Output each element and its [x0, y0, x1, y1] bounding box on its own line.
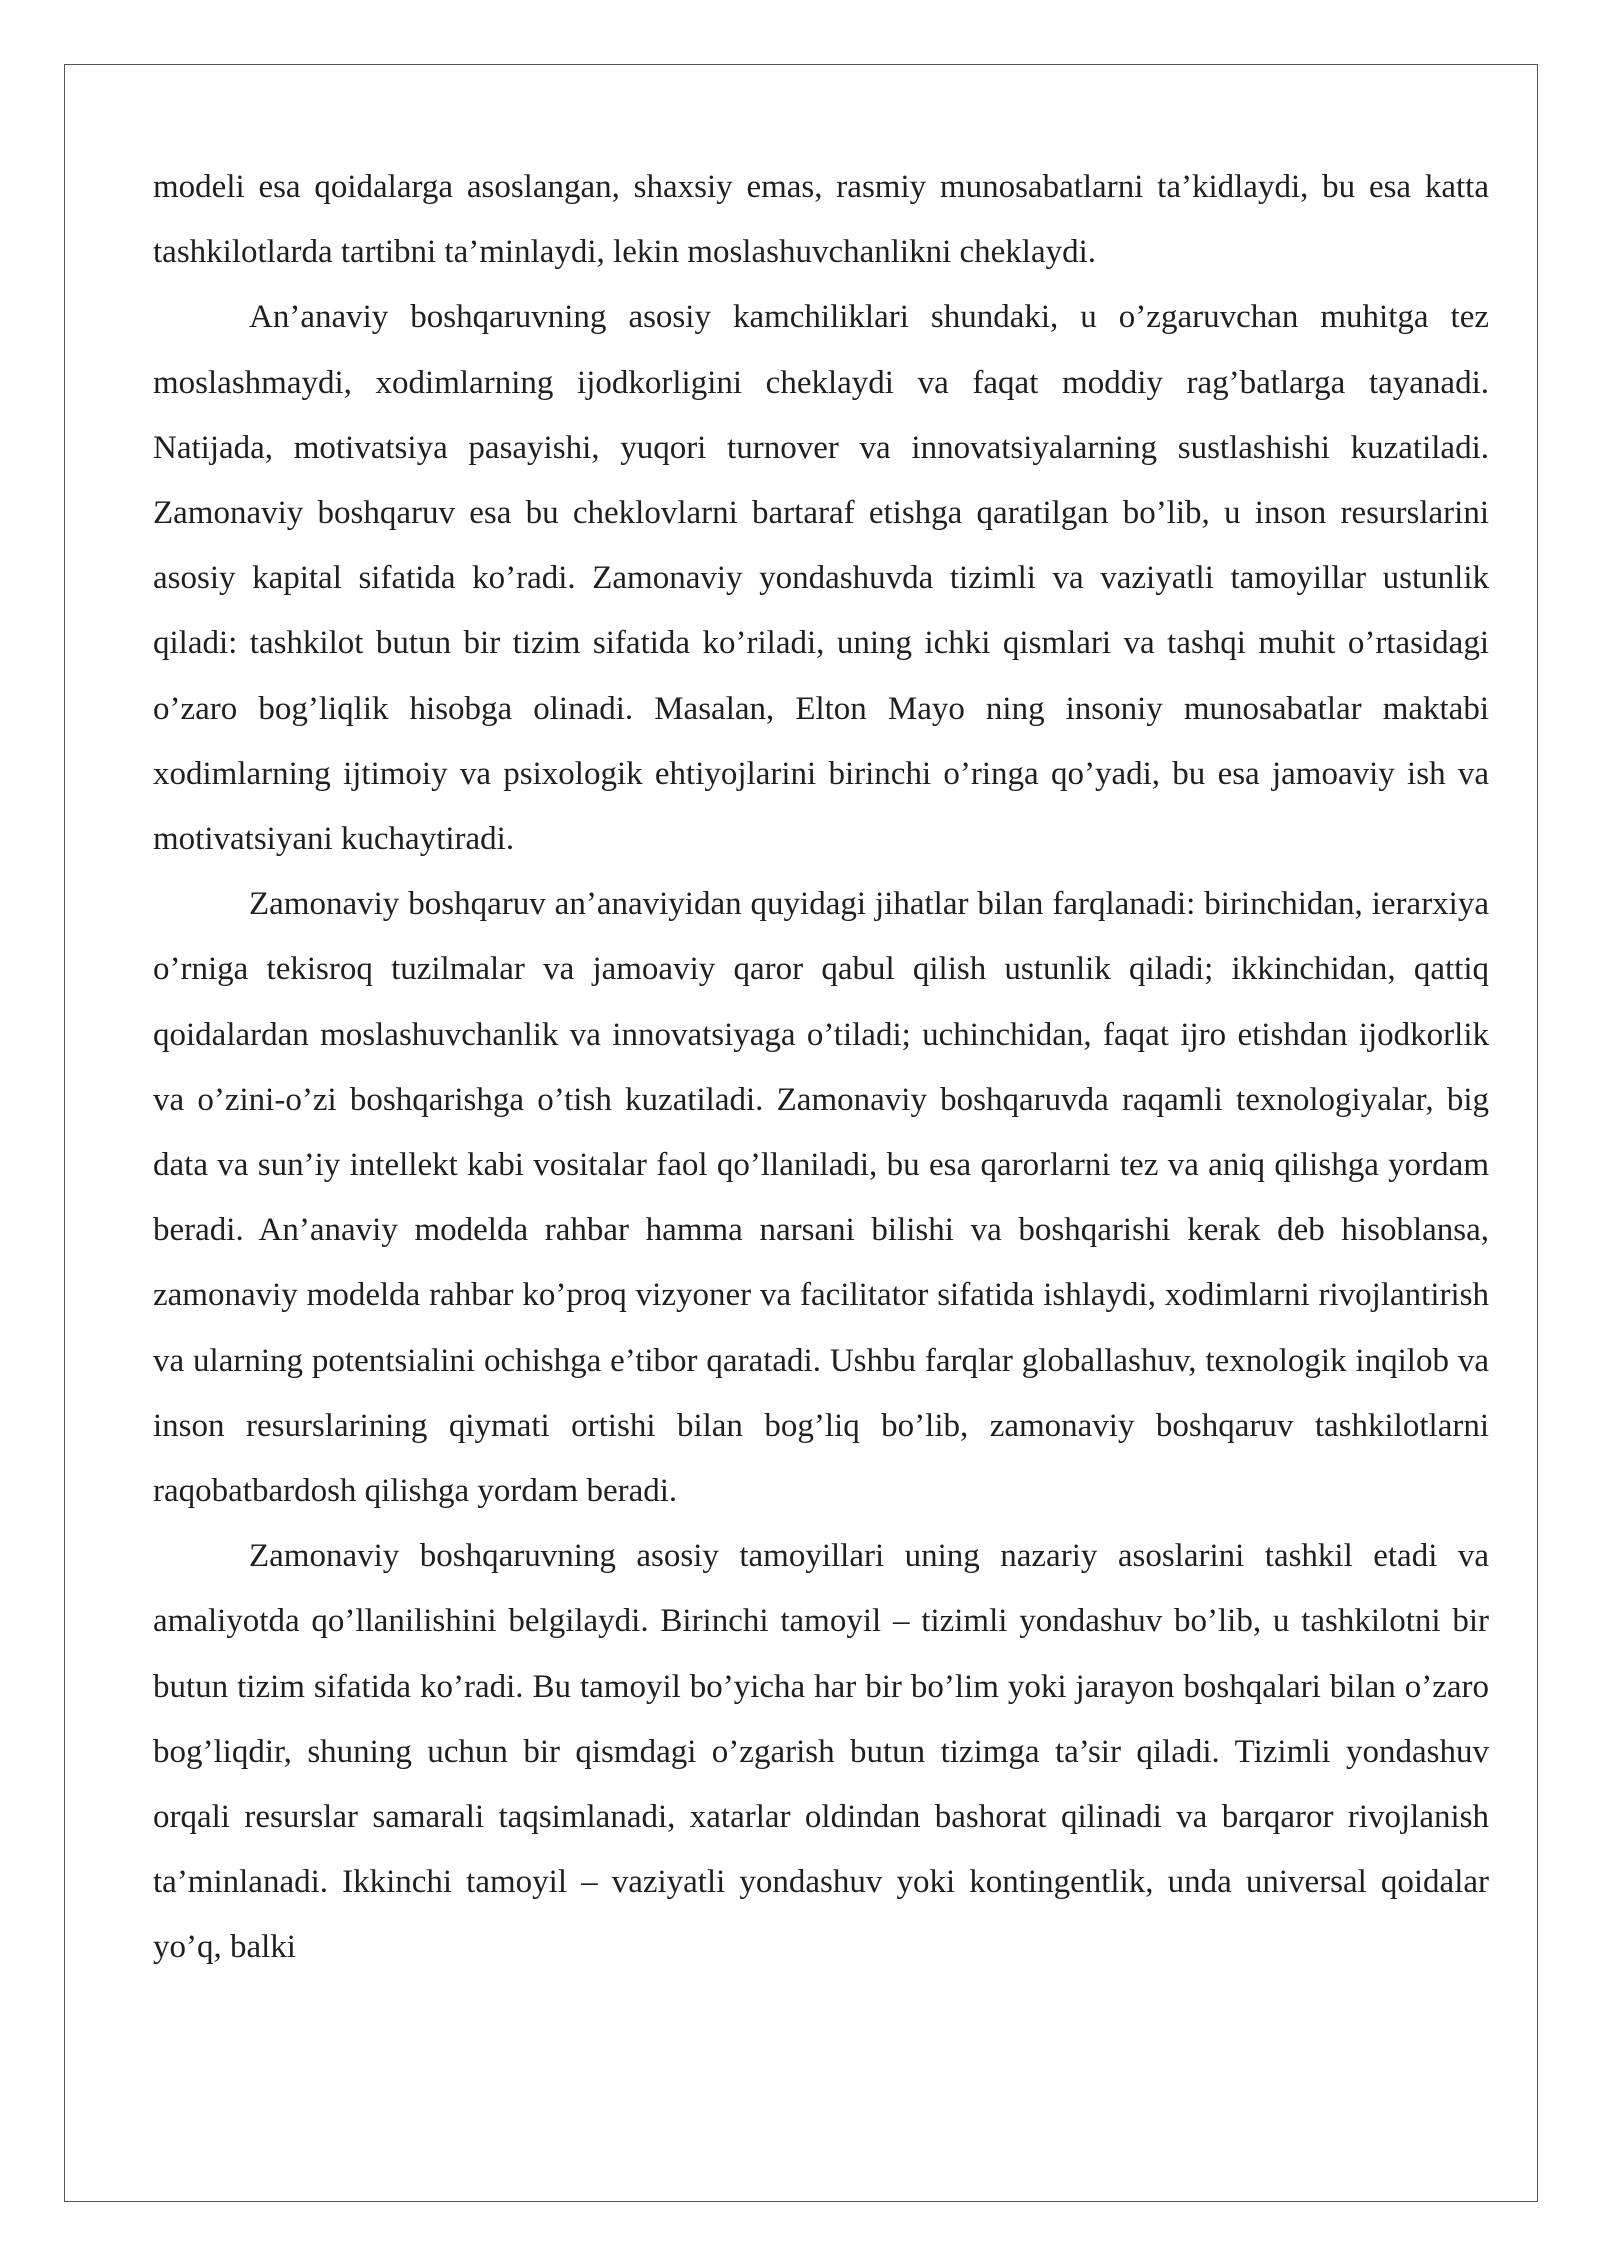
paragraph-traditional-shortcomings: An’anaviy boshqaruvning asosiy kamchiliklari shundaki, u o’zgaruvchan muhitga tez moslashmaydi, xodimlarning ijodkorligini cheklaydi va faqat moddiy rag’batlarga tayanadi. Natijada, motivatsiya pasayishi, yuqori turnover va innovatsiyalarning sustlashishi kuzatiladi. Zamonaviy boshqaruv esa bu cheklovlarni bartaraf etishga qaratilgan bo’lib, u inson resurslarini asosiy kapital sifatida ko’radi. Zamonaviy yondashuvda tizimli va vaziyatli tamoyillar ustunlik qiladi: tashkilot butun bir tizim sifatida ko’riladi, uning ichki qismlari va tashqi muhit o’rtasidagi o’zaro bog’liqlik hisobga olinadi. Masalan, Elton Mayo ning insoniy munosabatlar maktabi xodimlarning ijtimoiy va psixologik ehtiyojlarini birinchi o’ringa qo’yadi, bu esa jamoaviy ish va motivatsiyani kuchaytiradi.	[153, 299, 1489, 858]
paragraph-modern-differences: Zamonaviy boshqaruv an’anaviyidan quyidagi jihatlar bilan farqlanadi: birinchidan, ierarxiya o’rniga tekisroq tuzilmalar va jamoaviy qaror qabul qilish ustunlik qiladi; ikkinchidan, qattiq qoidalardan moslashuvchanlik va innovatsiyaga o’tiladi; uchinchidan, faqat ijro etishdan ijodkorlik va o’zini-o’zi boshqarishga o’tish kuzatiladi. Zamonaviy boshqaruvda raqamli texnologiyalar, big data va sun’iy intellekt kabi vositalar faol qo’llaniladi, bu esa qarorlarni tez va aniq qilishga yordam beradi. An’anaviy modelda rahbar hamma narsani bilishi va boshqarishi kerak deb hisoblansa, zamonaviy modelda rahbar ko’proq vizyoner va facilitator sifatida ishlaydi, xodimlarni rivojlantirish va ularning potentsialini ochishga e’tibor qaratadi. Ushbu farqlar globallashuv, texnologik inqilob va inson resurslarining qiymati ortishi bilan bog’liq bo’lib, zamonaviy boshqaruv tashkilotlarni raqobatbardosh qilishga yordam beradi.	[153, 886, 1489, 1510]
document-page	[64, 64, 1538, 2202]
paragraph-continuation: modeli esa qoidalarga asoslangan, shaxsiy emas, rasmiy munosabatlarni ta’kidlaydi, bu esa katta tashkilotlarda tartibni ta’minlaydi, lekin moslashuvchanlikni cheklaydi.	[153, 169, 1489, 271]
document-body	[153, 155, 1489, 1981]
paragraph-modern-principles: Zamonaviy boshqaruvning asosiy tamoyillari uning nazariy asoslarini tashkil etadi va amaliyotda qo’llanilishini belgilaydi. Birinchi tamoyil – tizimli yondashuv bo’lib, u tashkilotni bir butun tizim sifatida ko’radi. Bu tamoyil bo’yicha har bir bo’lim yoki jarayon boshqalari bilan o’zaro bog’liqdir, shuning uchun bir qismdagi o’zgarish butun tizimga ta’sir qiladi. Tizimli yondashuv orqali resurslar samarali taqsimlanadi, xatarlar oldindan bashorat qilinadi va barqaror rivojlanish ta’minlanadi. Ikkinchi tamoyil – vaziyatli yondashuv yoki kontingentlik, unda universal qoidalar yo’q, balki	[153, 1538, 1489, 1966]
